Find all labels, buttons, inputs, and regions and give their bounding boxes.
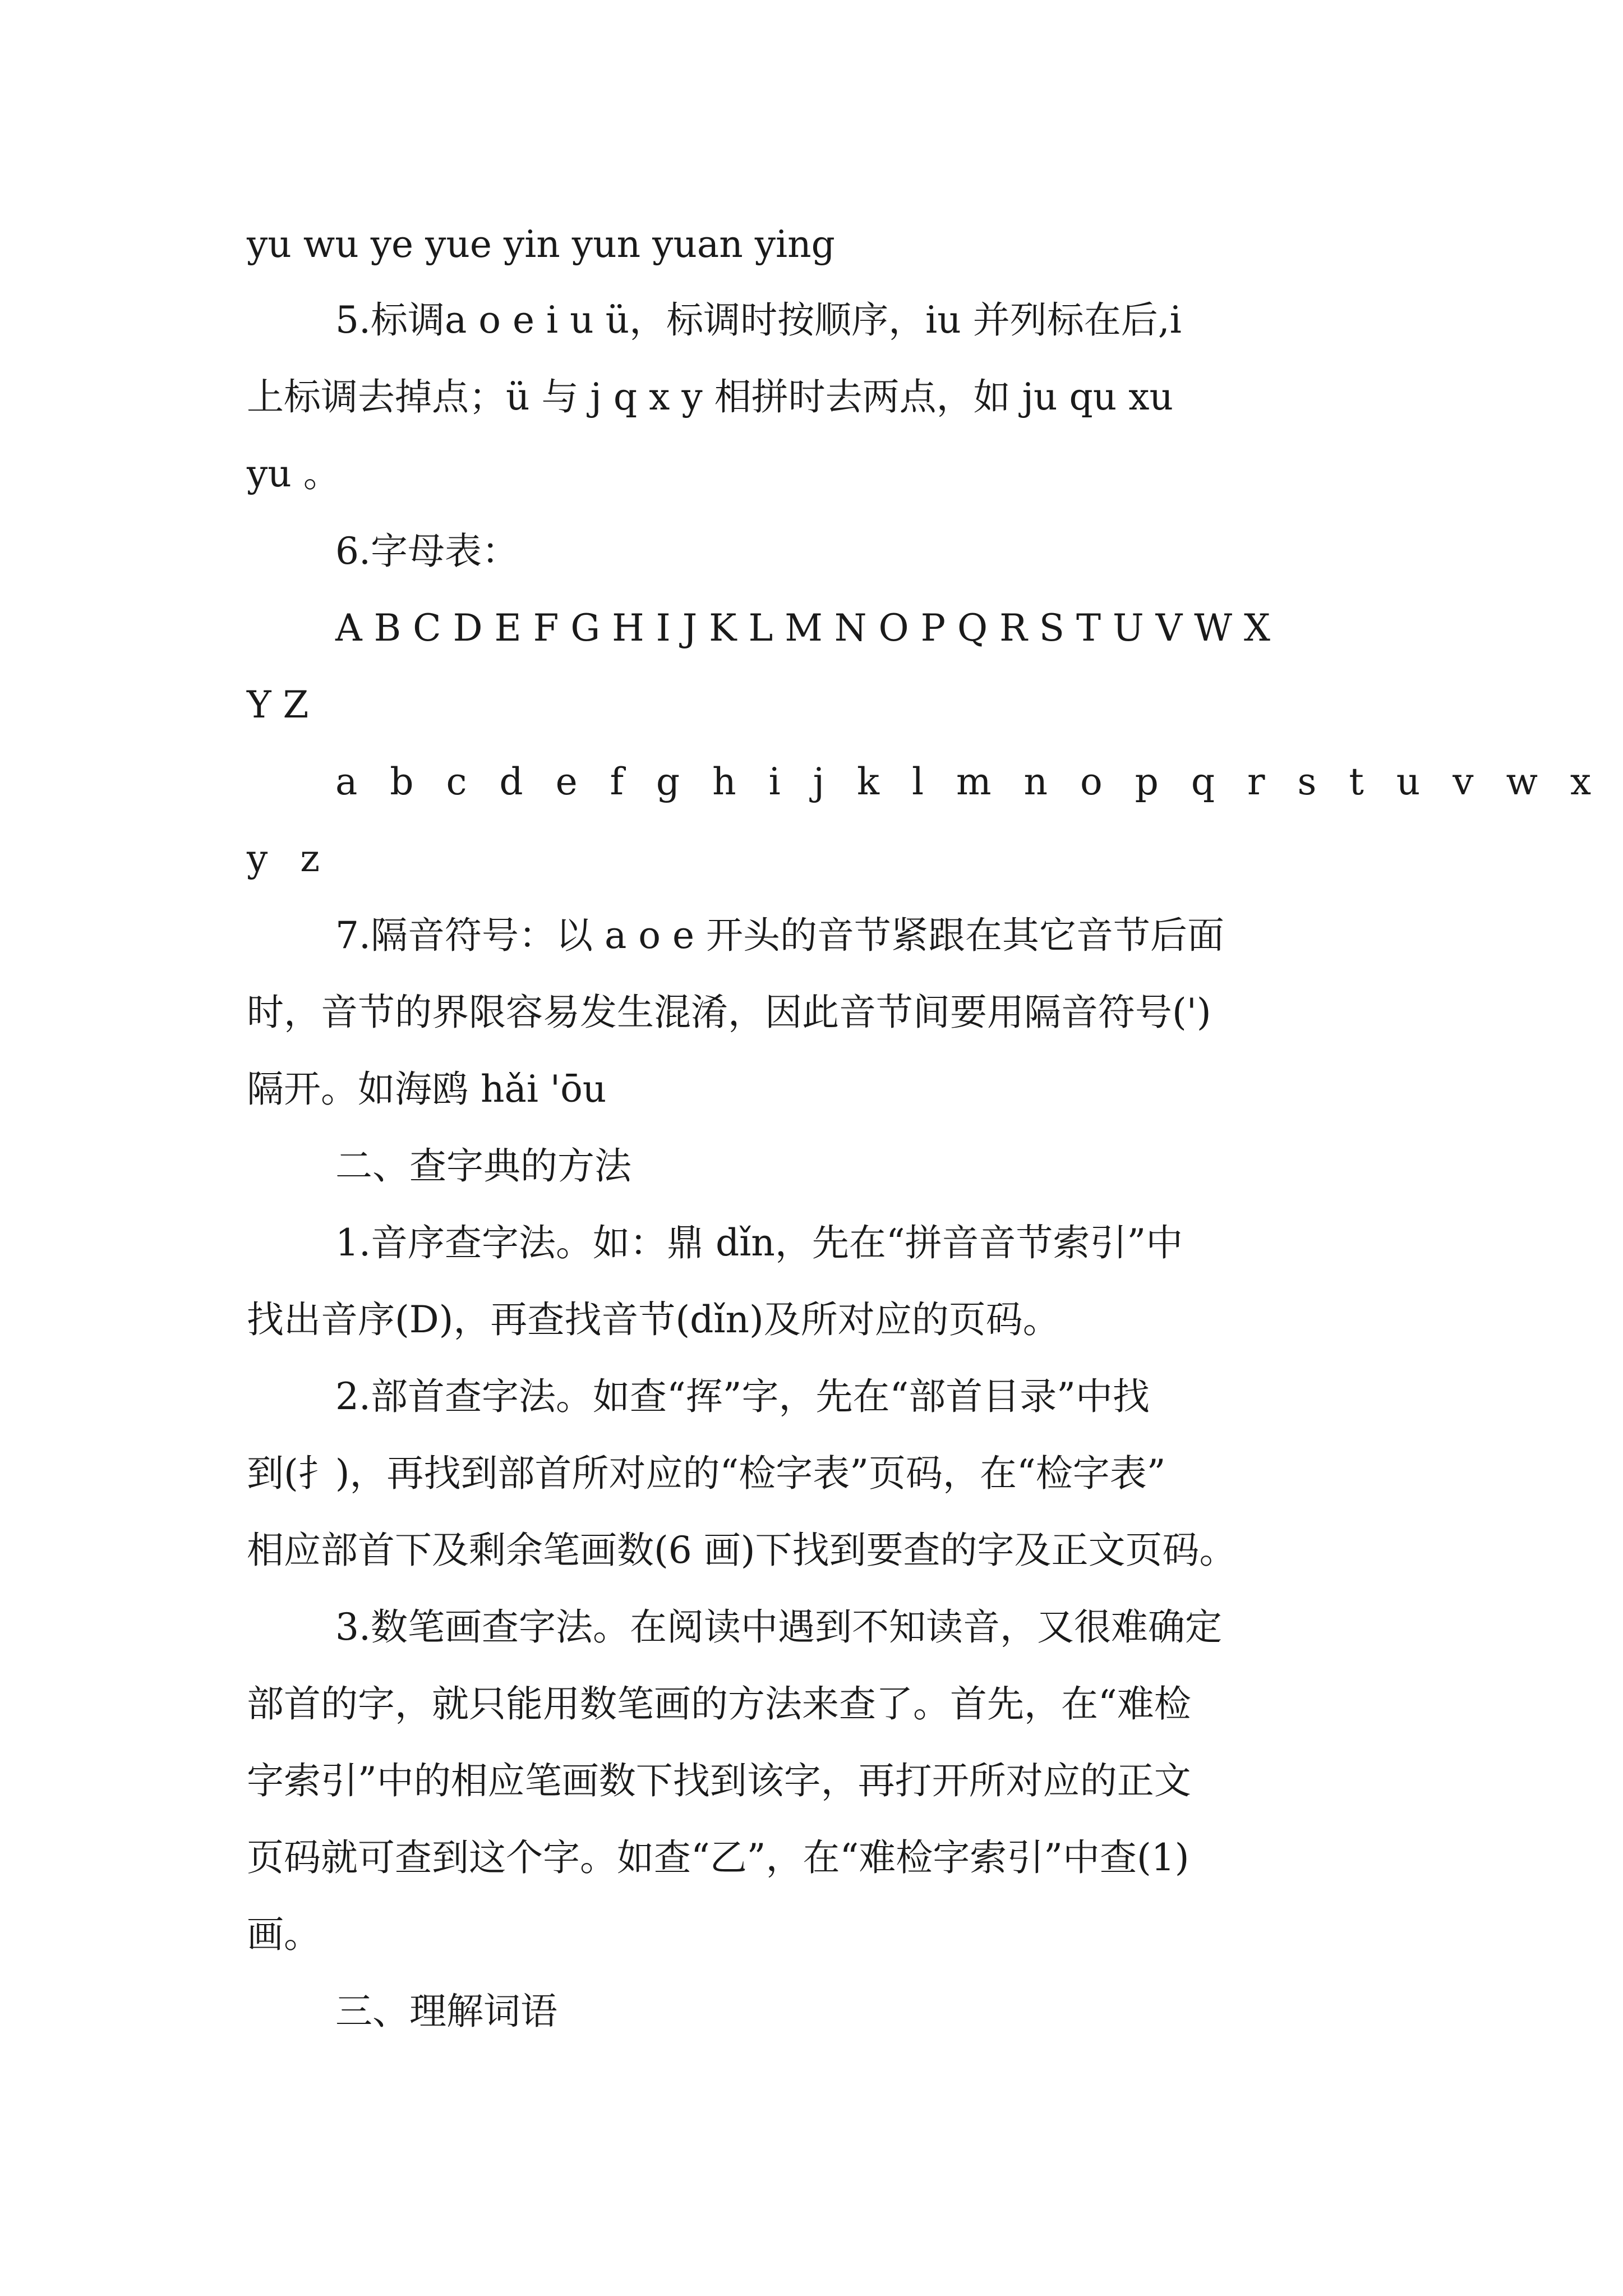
text-line: yu wu ye yue yin yun yuan ying [247,223,835,266]
text-line: Y Z [247,683,309,726]
text-line: 到(扌)，再找到部首所对应的“检字表”页码，在“检字表” [247,1452,1166,1495]
text-line: 部首的字，就只能用数笔画的方法来查了。首先，在“难检 [247,1682,1191,1726]
text-line: 画。 [247,1913,321,1956]
text-line: 页码就可查到这个字。如查“乙”，在“难检字索引”中查(1) [247,1836,1189,1879]
text-line: 找出音序(D)，再查找音节(dǐn)及所对应的页码。 [247,1298,1060,1341]
text-line: 2.部首查字法。如查“挥”字，先在“部首目录”中找 [335,1375,1150,1418]
text-line: 上标调去掉点；ü 与 j q x y 相拼时去两点，如 ju qu xu [247,375,1173,418]
text-line: yu 。 [247,452,340,495]
text-line: 字索引”中的相应笔画数下找到该字，再打开所对应的正文 [247,1759,1191,1802]
text-line: y z [247,837,330,880]
text-line: 相应部首下及剩余笔画数(6 画)下找到要查的字及正文页码。 [247,1529,1237,1572]
section-heading: 二、查字典的方法 [335,1144,631,1188]
text-line: 时，音节的界限容易发生混淆，因此音节间要用隔音符号(') [247,991,1211,1034]
text-line: A B C D E F G H I J K L M N O P Q R S T U V W X [335,606,1271,650]
section-heading: 三、理解词语 [335,1990,557,2033]
text-line: 7.隔音符号：以 a o e 开头的音节紧跟在其它音节后面 [335,914,1225,957]
text-line: 6.字母表： [335,530,519,573]
text-line: 3.数笔画查字法。在阅读中遇到不知读音，又很难确定 [335,1605,1222,1649]
text-line: a b c d e f g h i j k l m n o p q r s t u v w x [335,760,1602,803]
text-line: 隔开。如海鸥 hǎi 'ōu [247,1068,607,1111]
text-line: 1.音序查字法。如：鼎 dǐn，先在“拼音音节索引”中 [335,1221,1183,1264]
text-line: 5.标调a o e i u ü，标调时按顺序，iu 并列标在后,i [335,298,1182,342]
